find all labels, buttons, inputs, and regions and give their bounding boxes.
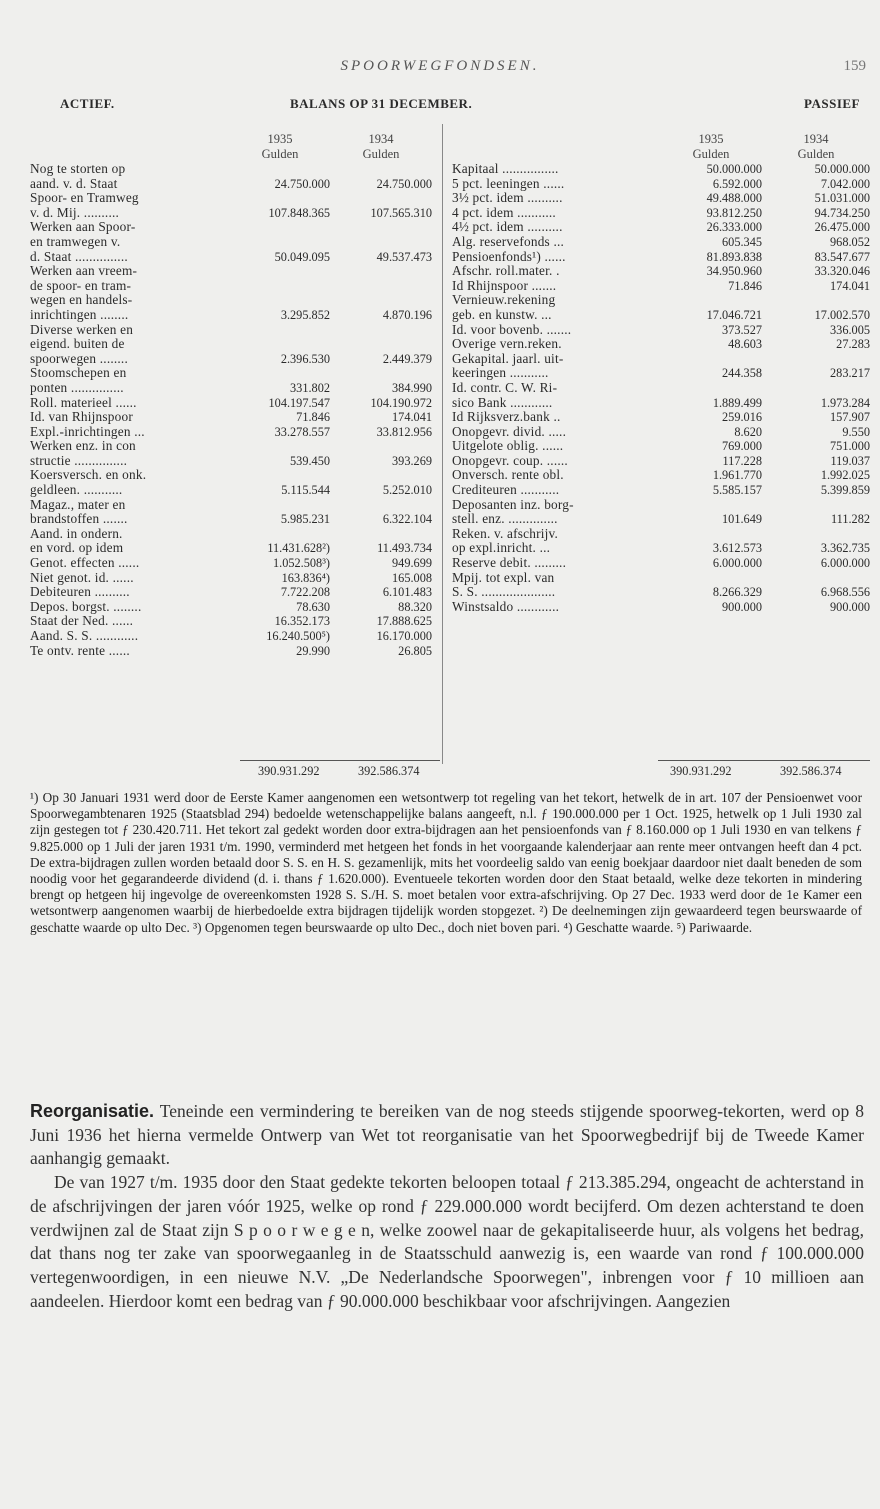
assets-year-1935-header: 1935 Gulden (261, 132, 299, 161)
reorganisation-text-1: Teneinde een vermindering te bereiken van de nog steeds stijgende spoorweg-tekorten, werd op 8 Juni 1936 het hierna vermelde Ontwerp van Wet tot reorganisatie van het Spoorwegbedrijf bij de Tweede Kamer aanhangig gemaakt. (30, 1101, 864, 1169)
liabilities-year-1935-header: 1935 Gulden (692, 132, 730, 161)
liability-value-1934: 17.002.570 (814, 307, 870, 322)
asset-value-1934: 49.537.473 (376, 249, 432, 264)
assets-column-headers (30, 124, 432, 162)
liability-value-1935: 1.889.499 (712, 395, 762, 410)
asset-value-1934: 165.008 (392, 570, 432, 585)
asset-label: Spoor- en Tramweg v. d. Mij. .......... (30, 190, 139, 220)
liability-label: Onopgevr. divid. ..... (452, 423, 567, 439)
asset-row (30, 556, 432, 571)
asset-label: Genot. effecten ...... (30, 555, 140, 571)
totals-row (30, 764, 870, 782)
liability-label: Overige vern.reken. (452, 336, 562, 352)
asset-label: Expl.-inrichtingen ... (30, 423, 145, 439)
asset-value-1934: 24.750.000 (376, 176, 432, 191)
asset-row (30, 410, 432, 425)
liability-label: Id Rhijnspoor ....... (452, 277, 557, 293)
liabilities-column (452, 124, 870, 614)
asset-label: Nog te storten op aand. v. d. Staat (30, 161, 126, 191)
liability-row (452, 293, 870, 322)
liability-value-1935: 605.345 (722, 234, 762, 249)
asset-row (30, 191, 432, 220)
liability-row (452, 323, 870, 338)
liability-label: Id. contr. C. W. Ri- sico Bank ............ (452, 379, 558, 410)
liability-label: 4 pct. idem ........... (452, 204, 556, 220)
liability-value-1935: 34.950.960 (706, 264, 762, 279)
asset-value-1935: 7.722.208 (280, 585, 330, 600)
liabilities-total-rule (658, 760, 870, 761)
balance-sheet (30, 124, 870, 780)
asset-value-1934: 16.170.000 (376, 629, 432, 643)
footnote: ¹) Op 30 Januari 1931 werd door de Eerste Kamer aangenomen een wetsontwerp tot regeling van het tekort, hetwelk de in art. 107 der Pensioenwet voor Spoorwegambtenaren 1925 (Staatsblad 294) bedoelde wetenschappelijke balans aangeeft, n.l. ƒ 190.000.000 per 1 Oct. 1925, hetwelk op 1 Juli 1930 zal zijn gestegen tot ƒ 230.420.711. Het tekort zal gedekt worden door extra-bijdragen aan het pensioenfonds van ƒ 8.160.000 op 1 Juli 1930 en van telkens ƒ 9.825.000 op 1 Juli der jaren 1931 t/m. 1990, verminderd met hetgeen het fonds in het voorgaande kalenderjaar aan rente meer ontvangen heeft dan 4 pct. De extra-bijdragen zullen worden betaald door S. S. en H. S. gezamenlijk, mits het voordeelig saldo van eenig boekjaar daardoor niet daalt beneden de som noodig voor het gegarandeerde dividend (d. i. thans ƒ 1.620.000). Eventueele tekorten worden door den Staat betaald, welke deze tekorten in mindering brengt op hetgeen hij ingevolge de overeenkomsten 1928 S. S./H. S. moet betalen voor extra-afschrijving. Op 27 Dec. 1933 werd door de 1e Kamer een wetsontwerp aangenomen waarbij de hierbedoelde extra bijdragen tijdelijk worden stopgezet. ²) De deelnemingen zijn gewaardeerd tegen beurswaarde of geschatte waarde op ulto Dec. ³) Opgenomen tegen beurswaarde op ulto Dec., doch niet boven pari. ⁴) Geschatte waarde. ⁵) Pariwaarde. (30, 790, 862, 935)
asset-value-1935: 331.802 (290, 380, 330, 395)
liability-value-1934: 111.282 (830, 512, 870, 527)
asset-value-1934: 4.870.196 (382, 307, 432, 322)
liability-value-1934: 9.550 (842, 424, 870, 439)
liability-value-1935: 373.527 (722, 322, 762, 337)
liability-value-1934: 6.968.556 (820, 585, 870, 600)
liability-label: Id. voor bovenb. ....... (452, 321, 572, 337)
liability-value-1934: 174.041 (830, 278, 870, 293)
liability-row (452, 279, 870, 294)
asset-row (30, 162, 432, 191)
liability-row (452, 571, 870, 600)
asset-value-1935: 50.049.095 (274, 249, 330, 264)
asset-label: Magaz., mater en brandstoffen ....... (30, 496, 128, 527)
liability-label: Uitgelote oblig. ...... (452, 438, 564, 454)
liability-value-1934: 94.734.250 (814, 205, 870, 220)
asset-value-1934: 104.190.972 (370, 395, 432, 410)
liability-row (452, 527, 870, 556)
asset-row (30, 396, 432, 411)
asset-row (30, 600, 432, 615)
liability-label: Deposanten inz. borg- stell. enz. .............. (452, 496, 574, 527)
reorganisation-paragraph-1 (30, 1100, 864, 1171)
asset-value-1935: 107.848.365 (268, 205, 330, 220)
liability-value-1935: 6.000.000 (712, 556, 762, 571)
liability-row (452, 250, 870, 265)
asset-value-1934: 33.812.956 (376, 424, 432, 439)
liability-label: Mpij. tot expl. van S. S. ..................... (452, 569, 556, 600)
asset-label: Werken enz. in con structie ............... (30, 438, 136, 468)
asset-row (30, 264, 432, 322)
liability-label: Pensioenfonds¹) ...... (452, 248, 566, 264)
liability-row (452, 483, 870, 498)
liability-label: Onopgevr. coup. ...... (452, 452, 568, 468)
asset-value-1935: 104.197.547 (268, 395, 330, 410)
liability-row (452, 381, 870, 410)
liability-value-1935: 3.612.573 (712, 541, 762, 556)
liabilities-total-1934: 392.586.374 (780, 764, 842, 778)
asset-value-1935: 29.990 (296, 643, 330, 658)
assets-rows (30, 162, 432, 658)
asset-label: Roll. materieel ...... (30, 394, 137, 410)
asset-value-1935: 24.750.000 (274, 176, 330, 191)
asset-row (30, 644, 432, 659)
liability-value-1935: 1.961.770 (712, 468, 762, 483)
liability-value-1934: 7.042.000 (820, 176, 870, 191)
liability-label: 5 pct. leeningen ...... (452, 175, 565, 191)
liability-row (452, 177, 870, 192)
liability-row (452, 468, 870, 483)
liability-value-1934: 157.907 (830, 410, 870, 425)
asset-row (30, 527, 432, 556)
assets-total-1935: 390.931.292 (258, 764, 320, 778)
asset-row (30, 468, 432, 497)
liability-value-1935: 769.000 (722, 439, 762, 454)
liability-row (452, 162, 870, 177)
liabilities-year-1934-header: 1934 Gulden (797, 132, 835, 161)
liability-value-1934: 6.000.000 (820, 556, 870, 571)
liability-value-1935: 259.016 (722, 410, 762, 425)
asset-label: Depos. borgst. ........ (30, 598, 142, 614)
asset-row (30, 220, 432, 264)
liability-value-1935: 71.846 (728, 278, 762, 293)
asset-value-1934: 6.101.483 (382, 585, 432, 600)
asset-row (30, 498, 432, 527)
asset-label: Aand. in ondern. en vord. op idem (30, 525, 124, 556)
liability-label: 3½ pct. idem .......... (452, 190, 563, 206)
asset-value-1935: 78.630 (296, 599, 330, 614)
asset-value-1935: 33.278.557 (274, 424, 330, 439)
asset-label: Koersversch. en onk. geldleen. ........... (30, 467, 147, 498)
asset-row (30, 425, 432, 440)
liability-label: Id Rijksverz.bank .. (452, 409, 561, 425)
liability-label: Alg. reservefonds ... (452, 233, 565, 249)
asset-value-1935: 16.240.500⁵) (266, 629, 330, 643)
assets-total-rule (240, 760, 440, 761)
liabilities-total-1935: 390.931.292 (670, 764, 732, 778)
liability-value-1934: 283.217 (830, 366, 870, 381)
liability-value-1935: 244.358 (722, 366, 762, 381)
liability-value-1935: 101.649 (722, 512, 762, 527)
liability-value-1934: 51.031.000 (814, 191, 870, 206)
liability-value-1934: 751.000 (830, 439, 870, 454)
liabilities-rows (452, 162, 870, 614)
page-header (0, 58, 880, 82)
asset-value-1934: 949.699 (392, 556, 432, 571)
liability-row (452, 337, 870, 352)
assets-total-1934: 392.586.374 (358, 764, 420, 778)
liability-value-1934: 50.000.000 (814, 162, 870, 176)
asset-value-1934: 174.041 (392, 410, 432, 425)
liability-value-1935: 26.333.000 (706, 220, 762, 235)
page-number: 159 (843, 58, 866, 74)
liability-label: 4½ pct. idem .......... (452, 219, 563, 235)
liability-value-1934: 3.362.735 (820, 541, 870, 556)
liability-row (452, 410, 870, 425)
asset-value-1935: 1.052.508³) (273, 556, 330, 571)
liability-label: Reserve debit. ......... (452, 555, 567, 571)
liability-label: Afschr. roll.mater. . (452, 263, 560, 279)
liability-value-1935: 5.585.157 (712, 483, 762, 498)
asset-value-1935: 3.295.852 (280, 307, 330, 322)
asset-label: Diverse werken en eigend. buiten de spoorwegen ........ (30, 321, 134, 366)
asset-label: Stoomschepen en ponten ............... (30, 365, 127, 395)
asset-value-1935: 2.396.530 (280, 351, 330, 366)
balance-section-heads (60, 96, 860, 116)
asset-label: Debiteuren .......... (30, 584, 130, 600)
liability-value-1935: 48.603 (728, 337, 762, 352)
liability-value-1934: 26.475.000 (814, 220, 870, 235)
asset-row (30, 629, 432, 644)
asset-value-1935: 5.985.231 (280, 512, 330, 527)
liability-label: Winstsaldo ............ (452, 598, 560, 614)
liability-row (452, 425, 870, 440)
asset-label: Niet genot. id. ...... (30, 569, 134, 585)
liability-row (452, 439, 870, 454)
liability-row (452, 235, 870, 250)
liability-row (452, 352, 870, 381)
liability-value-1934: 83.547.677 (814, 249, 870, 264)
liability-row (452, 191, 870, 206)
liability-label: Kapitaal ................ (452, 161, 559, 176)
asset-row (30, 323, 432, 367)
liability-value-1935: 17.046.721 (706, 307, 762, 322)
liability-value-1934: 900.000 (830, 599, 870, 614)
assets-column (30, 124, 432, 658)
liability-value-1935: 117.228 (722, 453, 762, 468)
liability-value-1934: 5.399.859 (820, 483, 870, 498)
asset-label: Staat der Ned. ...... (30, 613, 134, 629)
liability-value-1935: 93.812.250 (706, 205, 762, 220)
asset-value-1935: 71.846 (296, 410, 330, 425)
assets-heading: ACTIEF. (60, 96, 115, 111)
liability-label: Gekapital. jaarl. uit- keeringen ........... (452, 350, 564, 381)
asset-value-1934: 393.269 (392, 453, 432, 468)
liability-row (452, 220, 870, 235)
liability-value-1935: 50.000.000 (706, 162, 762, 176)
liability-value-1935: 8.620 (734, 424, 762, 439)
asset-row (30, 571, 432, 586)
asset-value-1935: 16.352.173 (274, 614, 330, 629)
asset-value-1934: 88.320 (398, 599, 432, 614)
liability-value-1934: 1.973.284 (820, 395, 870, 410)
asset-value-1934: 107.565.310 (370, 205, 432, 220)
liability-row (452, 454, 870, 469)
asset-label: Aand. S. S. ............ (30, 628, 139, 643)
reorganisation-paragraph-2: De van 1927 t/m. 1935 door den Staat gedekte tekorten beloopen totaal ƒ 213.385.294, ongeacht de achterstand in de afschrijvingen der jaren vóór 1925, welke op rond ƒ 229.000.000 wordt becijferd. Om dezen achterstand te doen verdwijnen zal de Staat zijn S p o o r w e g e n, welke zoowel naar de gekapitaliseerde huur, als volgens het bedrag, dat thans nog ter zake van spoorwegaanleg in de Staatsschuld aanwezig is, een waarde van rond ƒ 100.000.000 vertegenwoordigen, in een nieuwe N.V. „De Nederlandsche Spoorwegen", inbrengen voor ƒ 10 millioen aan aandeelen. Hierdoor komt een bedrag van ƒ 90.000.000 beschikbaar voor afschrijvingen. Aangezien (30, 1172, 864, 1311)
asset-value-1934: 5.252.010 (382, 483, 432, 498)
asset-value-1935: 539.450 (290, 453, 330, 468)
asset-value-1935: 5.115.544 (281, 483, 330, 498)
asset-value-1935: 163.836⁴) (281, 570, 330, 585)
liability-row (452, 206, 870, 221)
asset-value-1934: 2.449.379 (382, 351, 432, 366)
liabilities-column-headers (452, 124, 870, 162)
asset-row (30, 585, 432, 600)
reorganisation-section (30, 1100, 864, 1313)
liability-value-1934: 1.992.025 (820, 468, 870, 483)
asset-label: Id. van Rhijnspoor (30, 409, 133, 425)
asset-value-1934: 384.990 (392, 380, 432, 395)
asset-label: Te ontv. rente ...... (30, 642, 130, 658)
liability-row (452, 264, 870, 279)
liability-row (452, 556, 870, 571)
liability-value-1934: 968.052 (830, 234, 870, 249)
asset-row (30, 439, 432, 468)
asset-label: Werken aan Spoor- en tramwegen v. d. Staat ............... (30, 219, 136, 264)
asset-value-1935: 11.431.628²) (267, 541, 330, 556)
liability-label: Crediteuren ........... (452, 482, 560, 498)
liability-value-1935: 900.000 (722, 599, 762, 614)
asset-value-1934: 6.322.104 (382, 512, 432, 527)
liability-value-1935: 6.592.000 (712, 176, 762, 191)
asset-value-1934: 17.888.625 (376, 614, 432, 629)
balance-heading: BALANS OP 31 DECEMBER. (290, 96, 473, 111)
liability-label: Reken. v. afschrijv. op expl.inricht. ... (452, 525, 559, 556)
liability-value-1934: 33.320.046 (814, 264, 870, 279)
liability-value-1935: 81.893.838 (706, 249, 762, 264)
column-divider (442, 124, 443, 764)
asset-label: Werken aan vreem- de spoor- en tram- wegen en handels- inrichtingen ........ (30, 263, 138, 322)
liability-value-1934: 336.005 (830, 322, 870, 337)
asset-value-1934: 11.493.734 (377, 541, 432, 556)
liability-value-1934: 119.037 (830, 453, 870, 468)
liability-value-1935: 49.488.000 (706, 191, 762, 206)
liability-row (452, 600, 870, 615)
reorganisation-heading: Reorganisatie. (30, 1101, 155, 1121)
liabilities-heading: PASSIEF (804, 96, 860, 111)
liability-label: Onversch. rente obl. (452, 467, 564, 483)
asset-value-1934: 26.805 (398, 643, 432, 658)
asset-row (30, 366, 432, 395)
liability-value-1935: 8.266.329 (712, 585, 762, 600)
asset-row (30, 614, 432, 629)
liability-label: Vernieuw.rekening geb. en kunstw. ... (452, 292, 556, 322)
assets-year-1934-header: 1934 Gulden (362, 132, 400, 161)
liability-row (452, 498, 870, 527)
liability-value-1934: 27.283 (836, 337, 870, 352)
running-title: SPOORWEGFONDSEN. (340, 58, 540, 74)
